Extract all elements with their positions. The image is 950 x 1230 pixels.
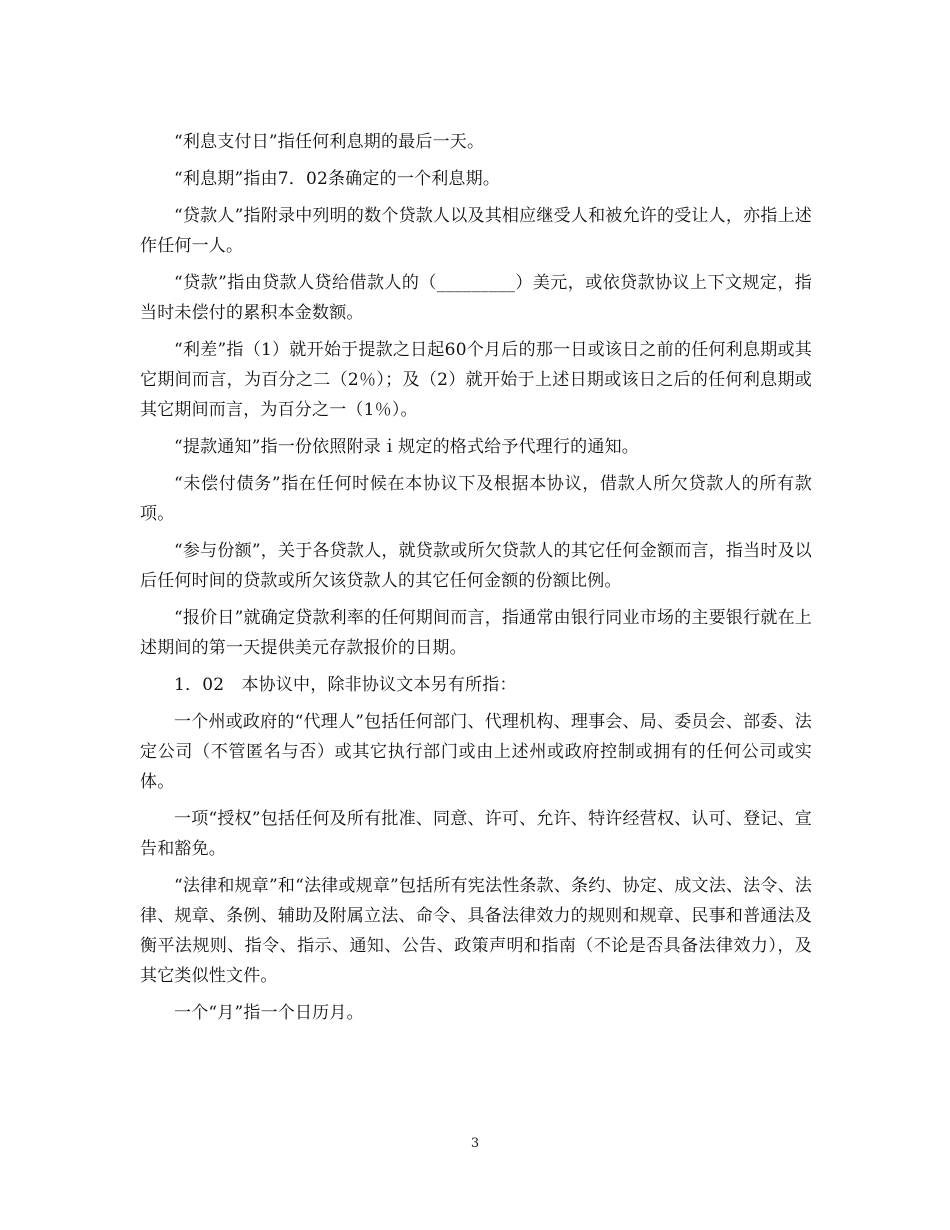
document-body [140, 127, 812, 1035]
paragraph-laws-and-regulations: “法律和规章”和“法律或规章”包括所有宪法性条款、条约、协定、成文法、法令、法律、规章、条例、辅助及附属立法、命令、具备法律效力的规则和规章、民事和普通法及衡平法规则、指令、指示、通知、公告、政策声明和指南（不论是否具备法律效力），及其它类似性文件。 [140, 876, 812, 986]
paragraph-participation-share: “参与份额”，关于各贷款人，就贷款或所欠贷款人的其它任何金额而言，指当时及以后任何时间的贷款或所欠该贷款人的其它任何金额的份额比例。 [140, 541, 812, 591]
paragraph-agency: 一个州或政府的“代理人”包括任何部门、代理机构、理事会、局、委员会、部委、法定公司（不管匿名与否）或其它执行部门或由上述州或政府控制或拥有的任何公司或实体。 [140, 712, 812, 792]
paragraph-quotation-date: “报价日”就确定贷款利率的任何期间而言，指通常由银行同业市场的主要银行就在上述期间的第一天提供美元存款报价的日期。 [140, 608, 812, 658]
paragraph-section-1-02: 1．02 本协议中，除非协议文本另有所指： [174, 675, 517, 695]
paragraph-interest-payment-date: “利息支付日”指任何利息期的最后一天。 [174, 132, 485, 152]
paragraph-margin: “利差”指（1）就开始于提款之日起60个月后的那一日或该日之前的任何利息期或其它期间而言，为百分之二（2％）；及（2）就开始于上述日期或该日之后的任何利息期或其它期间而言，为百分之一（1％）。 [140, 340, 812, 420]
paragraph-interest-period: “利息期”指由7．02条确定的一个利息期。 [174, 169, 501, 189]
paragraph-month: 一个“月”指一个日历月。 [174, 1003, 364, 1023]
page-number: 3 [470, 1136, 480, 1151]
paragraph-drawdown-notice: “提款通知”指一份依照附录ｉ规定的格式给予代理行的通知。 [174, 437, 639, 457]
paragraph-loan: “贷款”指由贷款人贷给借款人的（_________）美元，或依贷款协议上下文规定，指当时未偿付的累积本金数额。 [140, 273, 812, 323]
paragraph-authorization: 一项“授权”包括任何及所有批准、同意、许可、允许、特许经营权、认可、登记、宣告和豁免。 [140, 809, 812, 859]
paragraph-lender: “贷款人”指附录中列明的数个贷款人以及其相应继受人和被允许的受让人，亦指上述作任何一人。 [140, 206, 812, 256]
paragraph-outstanding-debt: “未偿付债务”指在任何时候在本协议下及根据本协议，借款人所欠贷款人的所有款项。 [140, 474, 812, 524]
